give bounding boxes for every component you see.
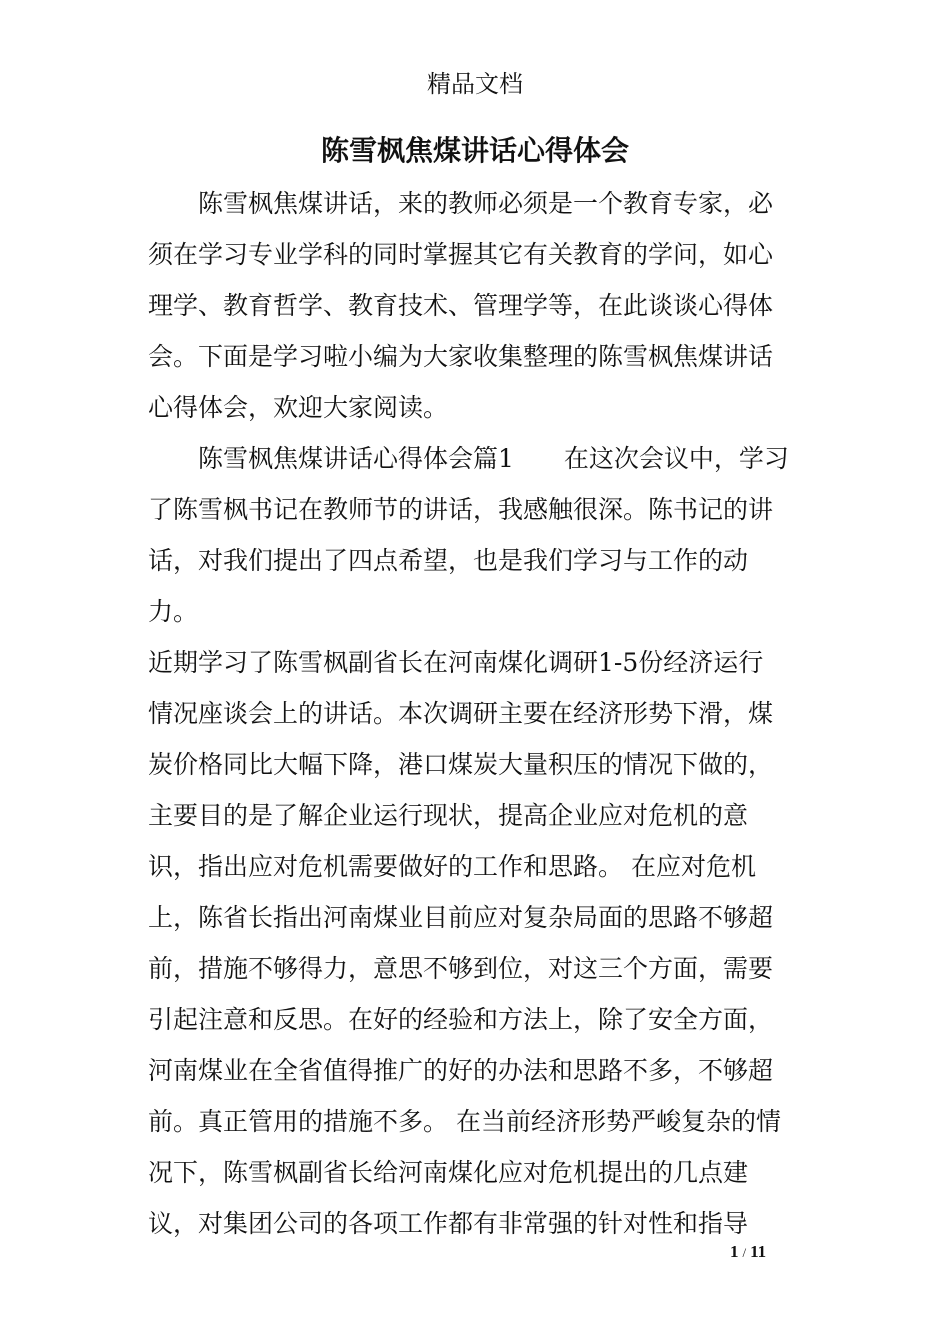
body-line: 近期学习了陈雪枫副省长在河南煤化调研1-5份经济运行 xyxy=(148,648,764,677)
body-line: 了陈雪枫书记在教师节的讲话，我感触很深。陈书记的讲 xyxy=(148,495,774,524)
body-text xyxy=(148,178,808,1249)
body-line: 心得体会，欢迎大家阅读。 xyxy=(148,393,449,422)
body-line: 力。 xyxy=(148,597,199,626)
body-line: 话，对我们提出了四点希望，也是我们学习与工作的动 xyxy=(148,546,749,575)
body-line: 议，对集团公司的各项工作都有非常强的针对性和指导 xyxy=(148,1209,749,1238)
document-title: 陈雪枫焦煤讲话心得体会 xyxy=(320,134,629,167)
body-line: 陈雪枫焦煤讲话，来的教师必须是一个教育专家，必 xyxy=(198,189,774,218)
body-line: 陈雪枫焦煤讲话心得体会篇1 在这次会议中，学习 xyxy=(198,444,789,473)
body-line: 会。下面是学习啦小编为大家收集整理的陈雪枫焦煤讲话 xyxy=(148,342,774,371)
body-line: 上，陈省长指出河南煤业目前应对复杂局面的思路不够超 xyxy=(148,903,774,932)
page-header: 精品文档 xyxy=(427,70,523,98)
body-line: 河南煤业在全省值得推广的好的办法和思路不多，不够超 xyxy=(148,1056,774,1085)
page-number xyxy=(730,1240,766,1265)
body-line: 须在学习专业学科的同时掌握其它有关教育的学问，如心 xyxy=(148,240,774,269)
body-line: 炭价格同比大幅下降，港口煤炭大量积压的情况下做的， xyxy=(148,750,774,779)
body-line: 前，措施不够得力，意思不够到位，对这三个方面，需要 xyxy=(148,954,774,983)
total-pages-number: 11 xyxy=(750,1242,767,1261)
current-page-number: 1 xyxy=(730,1242,739,1261)
page-separator: / xyxy=(742,1245,747,1260)
body-line: 情况座谈会上的讲话。本次调研主要在经济形势下滑，煤 xyxy=(148,699,774,728)
body-line: 识，指出应对危机需要做好的工作和思路。 在应对危机 xyxy=(148,852,756,881)
body-line: 况下，陈雪枫副省长给河南煤化应对危机提出的几点建 xyxy=(148,1158,749,1187)
body-line: 引起注意和反思。在好的经验和方法上，除了安全方面， xyxy=(148,1005,774,1034)
body-line: 理学、教育哲学、教育技术、管理学等，在此谈谈心得体 xyxy=(148,291,774,320)
body-line: 前。真正管用的措施不多。 在当前经济形势严峻复杂的情 xyxy=(148,1107,781,1136)
body-line: 主要目的是了解企业运行现状，提高企业应对危机的意 xyxy=(148,801,749,830)
